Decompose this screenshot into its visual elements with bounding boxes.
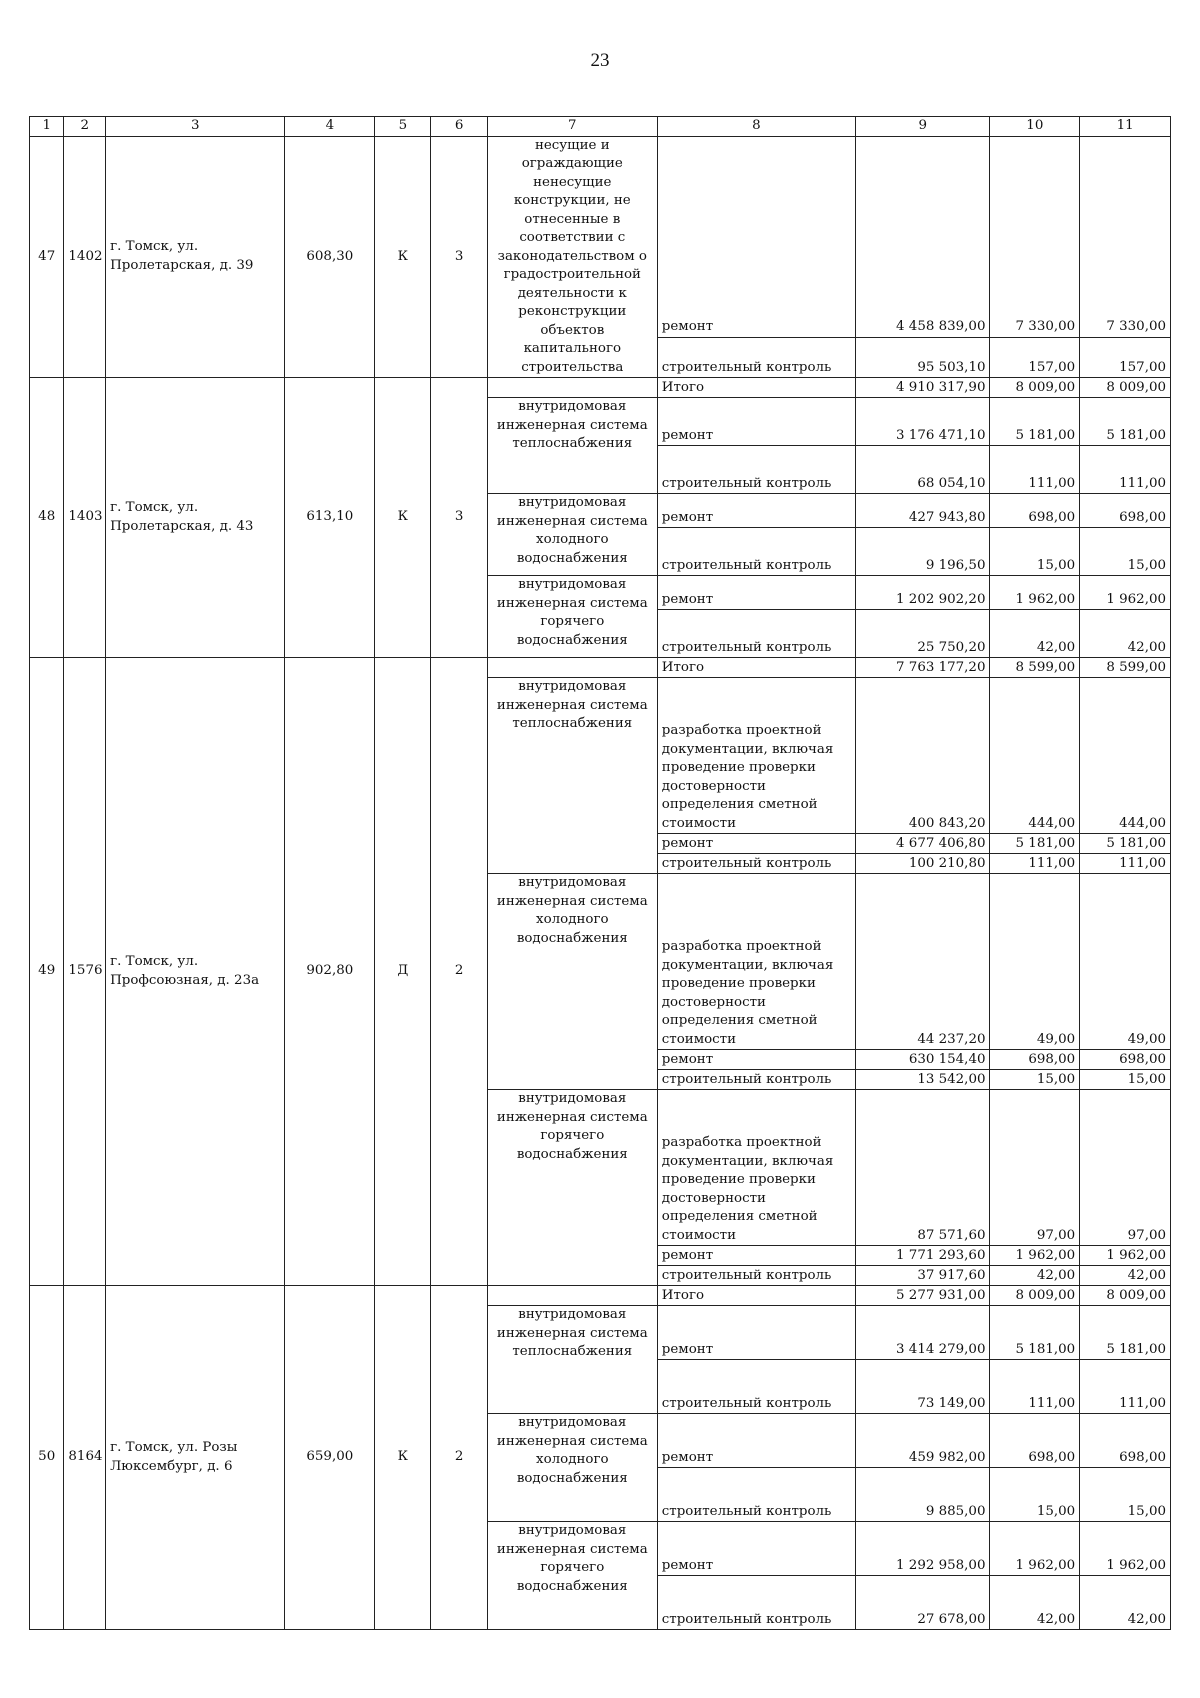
row-number: 50 — [30, 1286, 64, 1630]
category: К — [375, 136, 431, 378]
work-type: строительный контроль — [657, 1070, 855, 1090]
cost-total: 9 885,00 — [855, 1468, 990, 1522]
capital-repair-table — [29, 116, 1171, 1630]
cost-limit: 42,00 — [1080, 1266, 1171, 1286]
floors: 2 — [431, 1286, 487, 1630]
address: г. Томск, ул. Пролетарская, д. 43 — [106, 378, 285, 658]
area: 613,10 — [285, 378, 375, 658]
header-cell: 3 — [106, 117, 285, 137]
cost-total: 73 149,00 — [855, 1360, 990, 1414]
cost-total: 4 677 406,80 — [855, 834, 990, 854]
cost-total: 68 054,10 — [855, 446, 990, 494]
page-number: 23 — [590, 50, 610, 71]
cost-total: 1 292 958,00 — [855, 1522, 990, 1576]
header-cell: 2 — [64, 117, 106, 137]
floors: 3 — [431, 136, 487, 378]
cost-total: 9 196,50 — [855, 528, 990, 576]
total-row — [30, 1286, 1171, 1306]
cost-limit: 42,00 — [1080, 1576, 1171, 1630]
cost-limit: 698,00 — [1080, 1050, 1171, 1070]
total-empty-cell — [487, 1286, 657, 1306]
cost-limit: 7 330,00 — [1080, 136, 1171, 337]
system-description: внутридомовая инженерная система теплоснабжения — [487, 398, 657, 494]
header-cell: 10 — [990, 117, 1080, 137]
cost-total: 27 678,00 — [855, 1576, 990, 1630]
header-cell: 9 — [855, 117, 990, 137]
total-label: Итого — [657, 1286, 855, 1306]
system-description: внутридомовая инженерная система горячего водоснабжения — [487, 1522, 657, 1630]
cost-limit: 42,00 — [1080, 610, 1171, 658]
work-type: ремонт — [657, 1246, 855, 1266]
category: К — [375, 378, 431, 658]
cost-per-sqm: 42,00 — [990, 1266, 1080, 1286]
cost-limit: 698,00 — [1080, 1414, 1171, 1468]
work-type: строительный контроль — [657, 1266, 855, 1286]
cost-per-sqm: 15,00 — [990, 528, 1080, 576]
cost-limit: 49,00 — [1080, 874, 1171, 1050]
work-type: ремонт — [657, 834, 855, 854]
cost-limit: 1 962,00 — [1080, 1246, 1171, 1266]
cost-limit: 15,00 — [1080, 528, 1171, 576]
cost-limit: 1 962,00 — [1080, 1522, 1171, 1576]
building-code: 8164 — [64, 1286, 106, 1630]
row-number: 47 — [30, 136, 64, 378]
cost-total: 427 943,80 — [855, 494, 990, 528]
work-type: строительный контроль — [657, 1468, 855, 1522]
cost-total: 630 154,40 — [855, 1050, 990, 1070]
cost-per-sqm: 15,00 — [990, 1468, 1080, 1522]
total-value: 8 009,00 — [990, 378, 1080, 398]
cost-per-sqm: 698,00 — [990, 1414, 1080, 1468]
system-description: внутридомовая инженерная система горячего водоснабжения — [487, 576, 657, 658]
building-code: 1403 — [64, 378, 106, 658]
total-value: 5 277 931,00 — [855, 1286, 990, 1306]
cost-total: 4 458 839,00 — [855, 136, 990, 337]
total-label: Итого — [657, 658, 855, 678]
work-type: ремонт — [657, 1414, 855, 1468]
total-value: 8 599,00 — [1080, 658, 1171, 678]
cost-per-sqm: 111,00 — [990, 1360, 1080, 1414]
work-type: ремонт — [657, 494, 855, 528]
cost-limit: 5 181,00 — [1080, 398, 1171, 446]
cost-total: 3 176 471,10 — [855, 398, 990, 446]
row-number: 48 — [30, 378, 64, 658]
cost-per-sqm: 5 181,00 — [990, 1306, 1080, 1360]
cost-limit: 698,00 — [1080, 494, 1171, 528]
total-empty-cell — [487, 378, 657, 398]
work-type: разработка проектной документации, включая проведение проверки достоверности определения сметной стоимости — [657, 1090, 855, 1246]
cost-per-sqm: 97,00 — [990, 1090, 1080, 1246]
total-row — [30, 378, 1171, 398]
address: г. Томск, ул. Пролетарская, д. 39 — [106, 136, 285, 378]
cost-total: 459 982,00 — [855, 1414, 990, 1468]
cost-per-sqm: 5 181,00 — [990, 834, 1080, 854]
total-value: 4 910 317,90 — [855, 378, 990, 398]
cost-total: 100 210,80 — [855, 854, 990, 874]
work-type: строительный контроль — [657, 854, 855, 874]
category: Д — [375, 658, 431, 1286]
floors: 2 — [431, 658, 487, 1286]
work-type: ремонт — [657, 1306, 855, 1360]
system-description: внутридомовая инженерная система горячего водоснабжения — [487, 1090, 657, 1286]
cost-per-sqm: 444,00 — [990, 678, 1080, 834]
total-value: 8 009,00 — [1080, 1286, 1171, 1306]
work-type: строительный контроль — [657, 528, 855, 576]
cost-total: 95 503,10 — [855, 337, 990, 377]
header-cell: 1 — [30, 117, 64, 137]
cost-per-sqm: 111,00 — [990, 446, 1080, 494]
work-type: ремонт — [657, 136, 855, 337]
category: К — [375, 1286, 431, 1630]
total-label: Итого — [657, 378, 855, 398]
cost-limit: 97,00 — [1080, 1090, 1171, 1246]
area: 659,00 — [285, 1286, 375, 1630]
system-description: внутридомовая инженерная система холодного водоснабжения — [487, 494, 657, 576]
total-value: 8 599,00 — [990, 658, 1080, 678]
system-description: внутридомовая инженерная система теплоснабжения — [487, 678, 657, 874]
cost-limit: 444,00 — [1080, 678, 1171, 834]
cost-limit: 5 181,00 — [1080, 834, 1171, 854]
cost-total: 3 414 279,00 — [855, 1306, 990, 1360]
work-type: ремонт — [657, 1522, 855, 1576]
cost-total: 400 843,20 — [855, 678, 990, 834]
header-cell: 6 — [431, 117, 487, 137]
work-type: строительный контроль — [657, 610, 855, 658]
header-cell: 11 — [1080, 117, 1171, 137]
header-cell: 7 — [487, 117, 657, 137]
building-code: 1576 — [64, 658, 106, 1286]
area: 608,30 — [285, 136, 375, 378]
cost-limit: 111,00 — [1080, 854, 1171, 874]
cost-per-sqm: 5 181,00 — [990, 398, 1080, 446]
header-row — [30, 117, 1171, 137]
floors: 3 — [431, 378, 487, 658]
cost-per-sqm: 698,00 — [990, 1050, 1080, 1070]
cost-per-sqm: 111,00 — [990, 854, 1080, 874]
work-type: ремонт — [657, 1050, 855, 1070]
system-description: внутридомовая инженерная система холодного водоснабжения — [487, 1414, 657, 1522]
work-type: строительный контроль — [657, 337, 855, 377]
work-type: ремонт — [657, 398, 855, 446]
total-value: 8 009,00 — [1080, 378, 1171, 398]
work-type: строительный контроль — [657, 1360, 855, 1414]
cost-per-sqm: 1 962,00 — [990, 1246, 1080, 1266]
building-code: 1402 — [64, 136, 106, 378]
header-cell: 5 — [375, 117, 431, 137]
cost-per-sqm: 1 962,00 — [990, 576, 1080, 610]
cost-limit: 157,00 — [1080, 337, 1171, 377]
area: 902,80 — [285, 658, 375, 1286]
cost-total: 44 237,20 — [855, 874, 990, 1050]
row-number: 49 — [30, 658, 64, 1286]
work-type: строительный контроль — [657, 446, 855, 494]
total-value: 8 009,00 — [990, 1286, 1080, 1306]
cost-per-sqm: 157,00 — [990, 337, 1080, 377]
system-description: внутридомовая инженерная система теплоснабжения — [487, 1306, 657, 1414]
cost-per-sqm: 7 330,00 — [990, 136, 1080, 337]
address: г. Томск, ул. Профсоюзная, д. 23а — [106, 658, 285, 1286]
cost-per-sqm: 42,00 — [990, 610, 1080, 658]
total-row — [30, 658, 1171, 678]
system-description: внутридомовая инженерная система холодного водоснабжения — [487, 874, 657, 1090]
cost-limit: 15,00 — [1080, 1468, 1171, 1522]
cost-limit: 15,00 — [1080, 1070, 1171, 1090]
cost-total: 37 917,60 — [855, 1266, 990, 1286]
total-empty-cell — [487, 658, 657, 678]
address: г. Томск, ул. Розы Люксембург, д. 6 — [106, 1286, 285, 1630]
header-cell: 4 — [285, 117, 375, 137]
cost-limit: 111,00 — [1080, 1360, 1171, 1414]
header-cell: 8 — [657, 117, 855, 137]
cost-total: 25 750,20 — [855, 610, 990, 658]
cost-total: 13 542,00 — [855, 1070, 990, 1090]
cost-per-sqm: 698,00 — [990, 494, 1080, 528]
cost-per-sqm: 15,00 — [990, 1070, 1080, 1090]
cost-total: 1 202 902,20 — [855, 576, 990, 610]
cost-per-sqm: 49,00 — [990, 874, 1080, 1050]
work-type: ремонт — [657, 576, 855, 610]
work-type: разработка проектной документации, включая проведение проверки достоверности определения сметной стоимости — [657, 874, 855, 1050]
work-type: строительный контроль — [657, 1576, 855, 1630]
cost-limit: 5 181,00 — [1080, 1306, 1171, 1360]
cost-per-sqm: 1 962,00 — [990, 1522, 1080, 1576]
cost-total: 1 771 293,60 — [855, 1246, 990, 1266]
work-row — [30, 136, 1171, 337]
cost-limit: 111,00 — [1080, 446, 1171, 494]
system-description: несущие и ограждающие ненесущие конструкции, не отнесенные в соответствии с законодательством о градостроительной деятельности к реконструкции объектов капитального строительства — [487, 136, 657, 378]
cost-limit: 1 962,00 — [1080, 576, 1171, 610]
cost-total: 87 571,60 — [855, 1090, 990, 1246]
cost-per-sqm: 42,00 — [990, 1576, 1080, 1630]
work-type: разработка проектной документации, включая проведение проверки достоверности определения сметной стоимости — [657, 678, 855, 834]
total-value: 7 763 177,20 — [855, 658, 990, 678]
